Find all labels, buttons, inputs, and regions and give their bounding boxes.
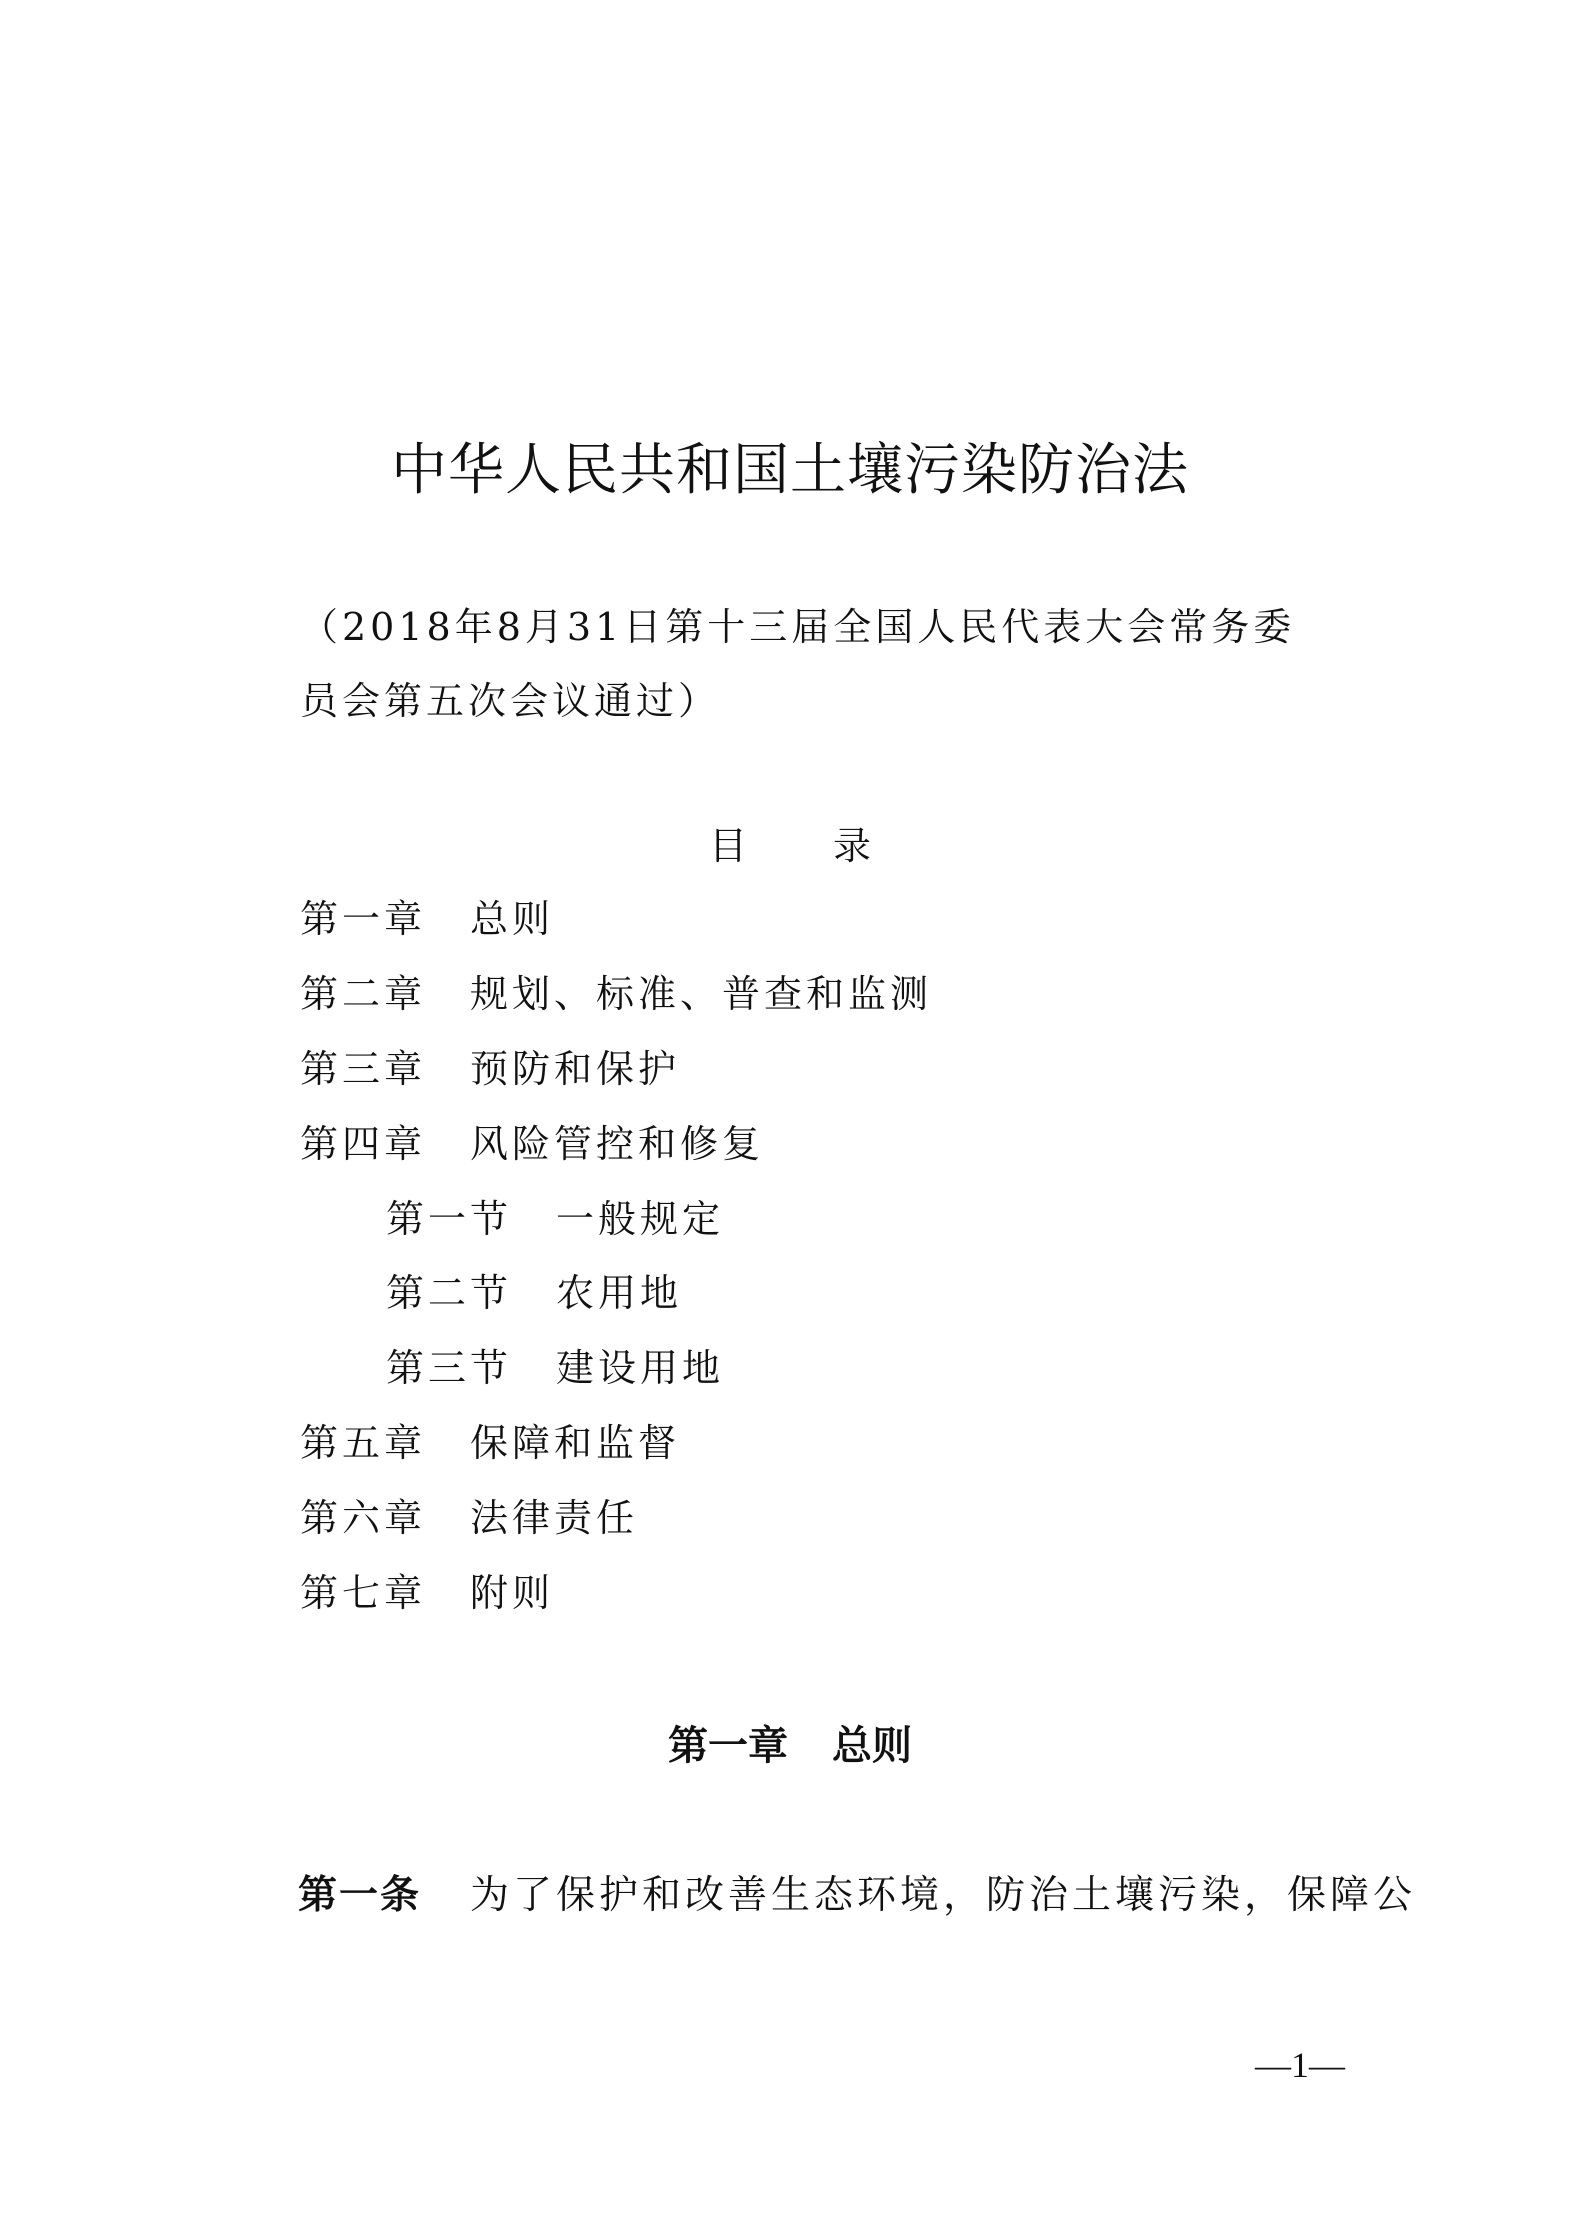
chapter-number: 第一章 bbox=[668, 1723, 788, 1769]
article-label: 第一条 bbox=[298, 1873, 422, 1918]
toc-item-label: 法律责任 bbox=[470, 1496, 639, 1541]
chapter-heading bbox=[0, 1718, 1580, 1774]
toc-item-label: 农用地 bbox=[556, 1271, 683, 1316]
article-paragraph bbox=[298, 1868, 1417, 1924]
chapter-name: 总则 bbox=[832, 1723, 912, 1769]
toc-item-label: 建设用地 bbox=[556, 1346, 725, 1391]
page-number: —1— bbox=[1255, 2045, 1345, 2085]
toc-item-chapter-3 bbox=[300, 1032, 1300, 1107]
toc-item-chapter-4 bbox=[300, 1107, 1300, 1182]
toc-heading-left: 目 bbox=[708, 824, 747, 868]
toc-item-number: 第二节 bbox=[386, 1271, 513, 1316]
toc-item-section-3 bbox=[300, 1331, 1300, 1406]
toc-heading-right: 录 bbox=[833, 824, 872, 868]
toc-item-number: 第二章 bbox=[300, 971, 427, 1016]
toc-item-section-2 bbox=[300, 1256, 1300, 1331]
toc-item-label: 总则 bbox=[470, 897, 555, 941]
toc-item-chapter-1 bbox=[300, 882, 1300, 957]
toc-item-number: 第四章 bbox=[300, 1121, 427, 1166]
toc-heading bbox=[0, 818, 1580, 874]
toc-item-number: 第六章 bbox=[300, 1496, 427, 1541]
toc-item-number: 第三节 bbox=[386, 1346, 513, 1391]
toc-item-chapter-7 bbox=[300, 1556, 1300, 1631]
toc-item-label: 规划、标准、普查和监测 bbox=[470, 971, 933, 1016]
table-of-contents bbox=[300, 882, 1300, 1631]
document-title: 中华人民共和国土壤污染防治法 bbox=[391, 438, 1189, 503]
document-subtitle: （2018年8月31日第十三届全国人民代表大会常务委员会第五次会议通过） bbox=[300, 605, 1296, 723]
toc-item-section-1 bbox=[300, 1182, 1300, 1257]
toc-item-number: 第一节 bbox=[386, 1196, 513, 1241]
toc-item-label: 保障和监督 bbox=[470, 1421, 681, 1466]
toc-item-number: 第七章 bbox=[300, 1571, 427, 1616]
article-text: 为了保护和改善生态环境，防治土壤污染，保障公 bbox=[470, 1873, 1417, 1918]
toc-item-label: 一般规定 bbox=[556, 1196, 725, 1241]
toc-item-label: 预防和保护 bbox=[470, 1046, 681, 1091]
toc-item-chapter-2 bbox=[300, 957, 1300, 1032]
toc-item-number: 第五章 bbox=[300, 1421, 427, 1466]
toc-item-chapter-5 bbox=[300, 1406, 1300, 1481]
toc-item-number: 第一章 bbox=[300, 897, 427, 941]
toc-item-number: 第三章 bbox=[300, 1046, 427, 1091]
toc-item-chapter-6 bbox=[300, 1481, 1300, 1556]
toc-item-label: 附则 bbox=[470, 1571, 555, 1616]
toc-item-label: 风险管控和修复 bbox=[470, 1121, 765, 1166]
